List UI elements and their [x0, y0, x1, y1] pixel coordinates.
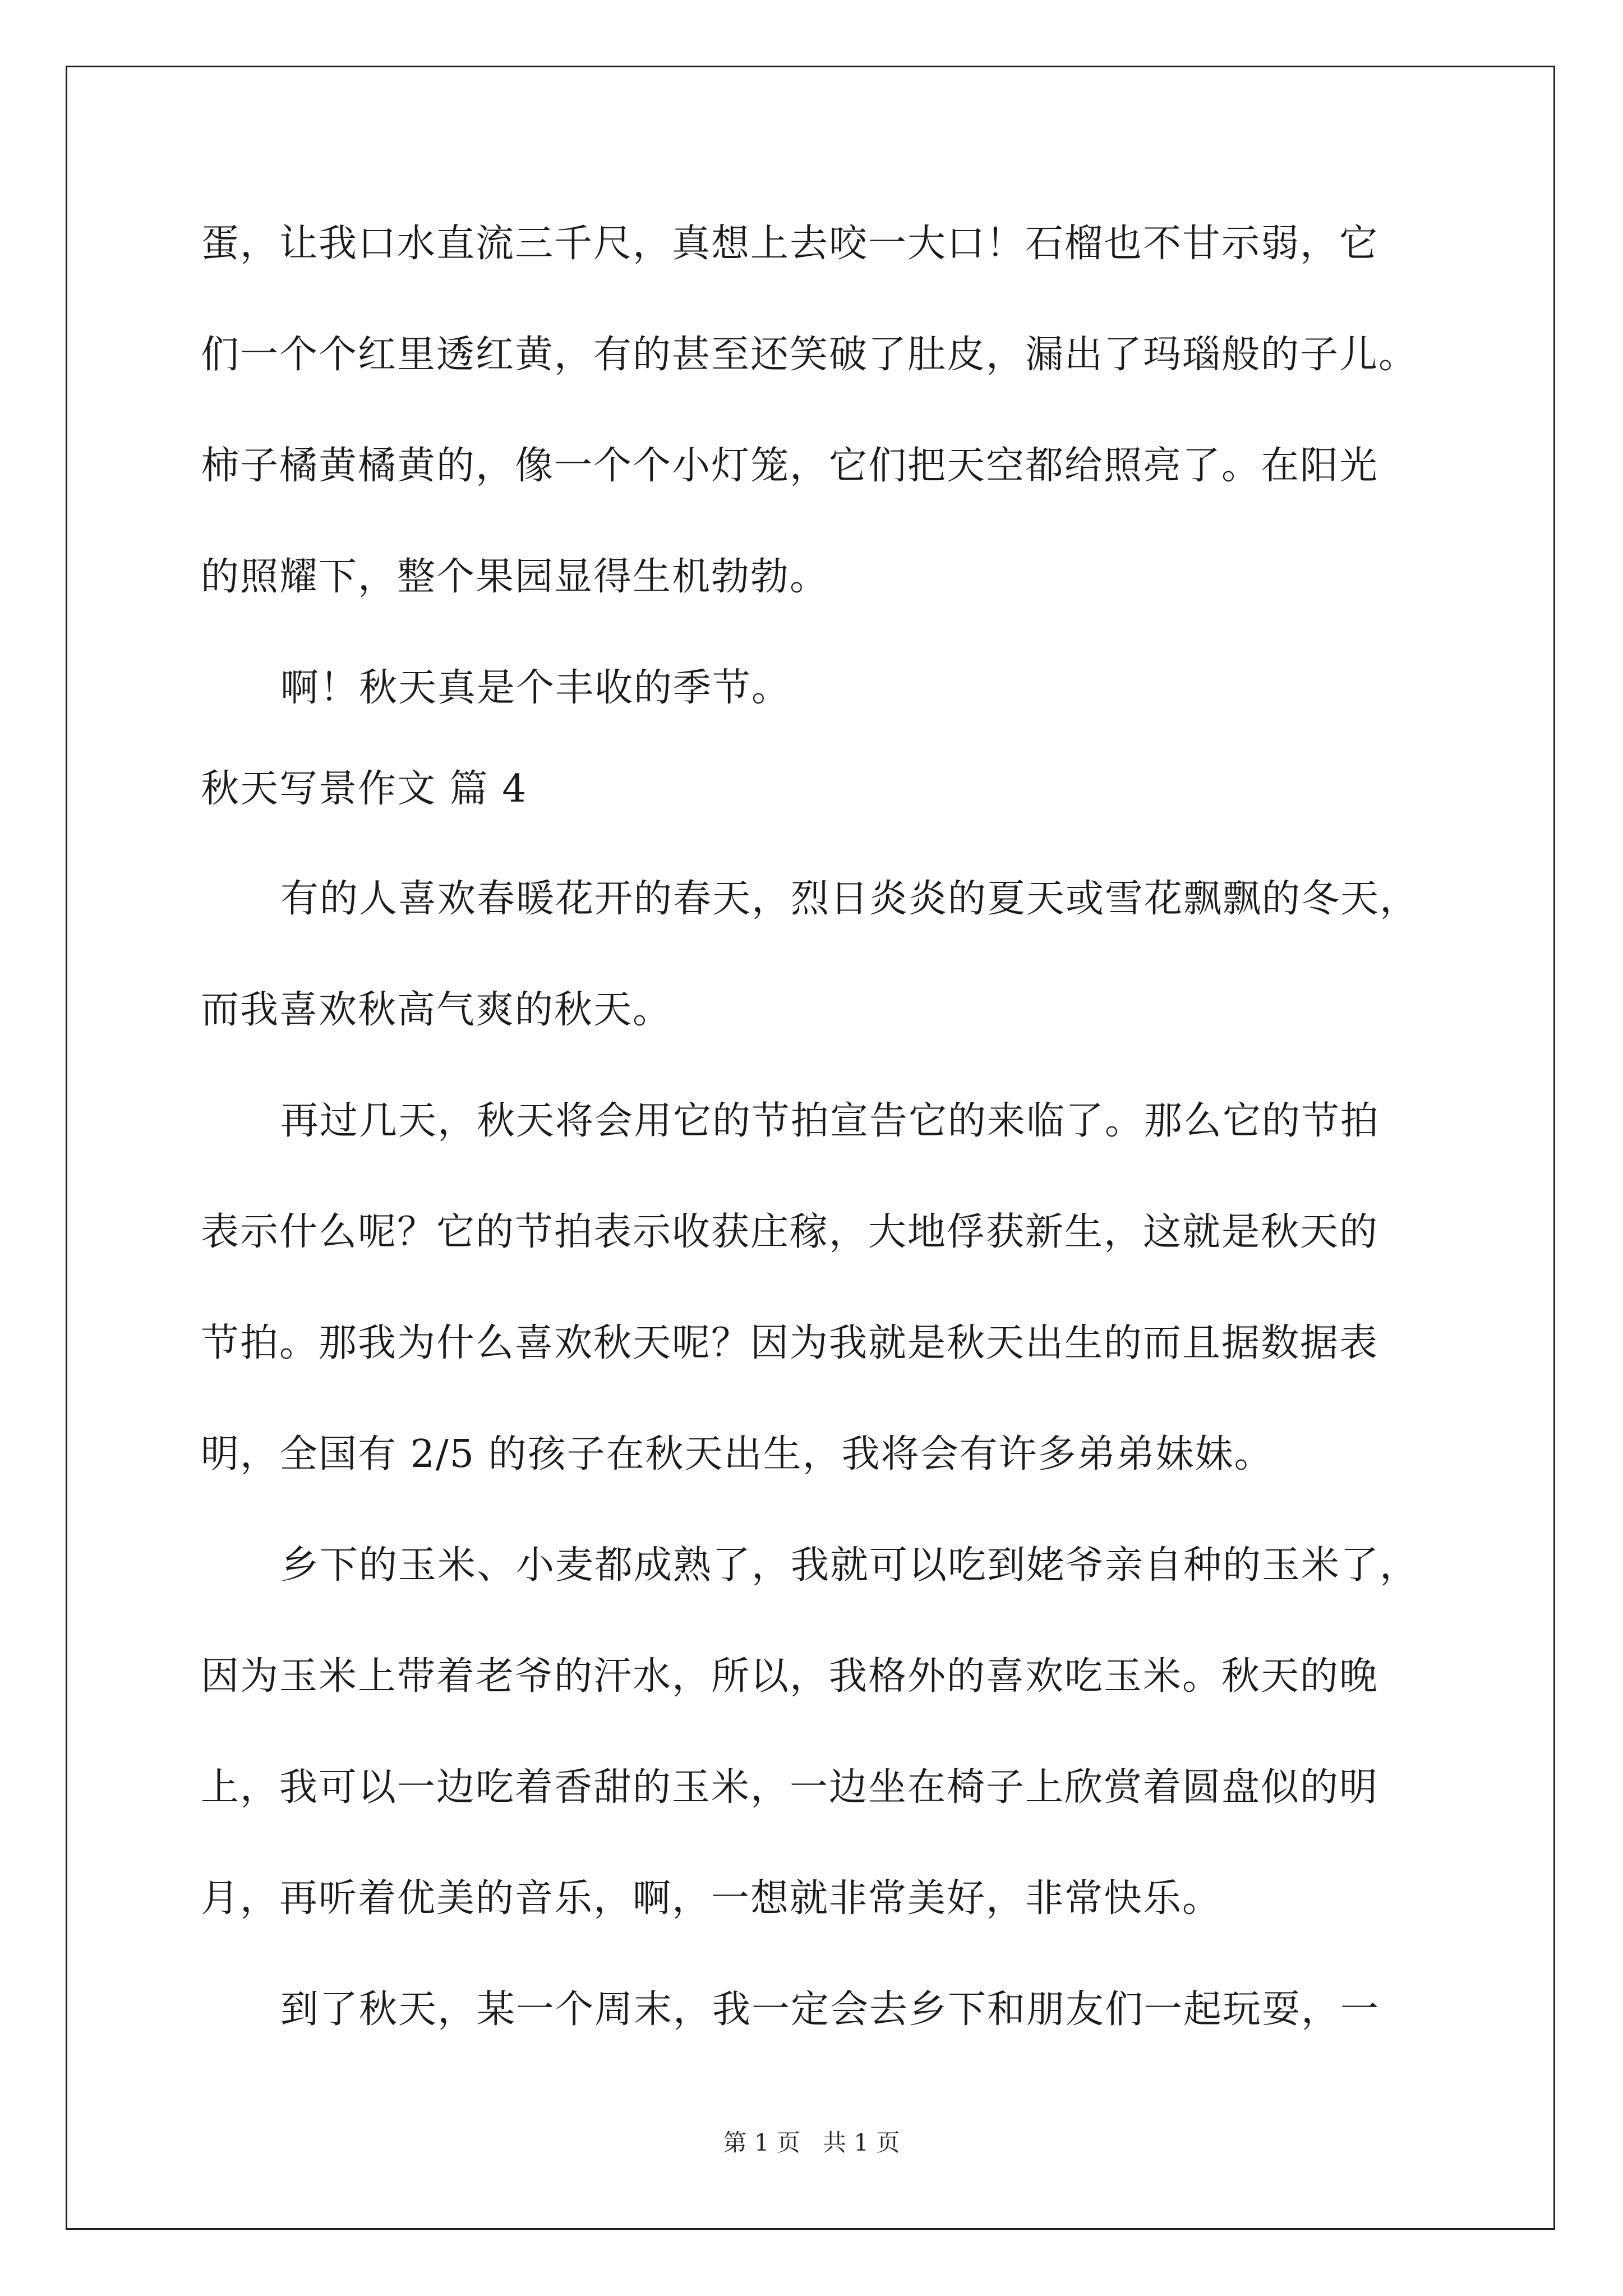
text-line: 再过几天，秋天将会用它的节拍宣告它的来临了。那么它的节拍 — [280, 1099, 1380, 1143]
section-heading: 秋天写景作文 篇 4 — [201, 767, 528, 811]
page-number-footer: 第 1 页 共 1 页 — [723, 2129, 900, 2156]
text-line: 的照耀下，整个果园显得生机勃勃。 — [201, 555, 829, 599]
text-line: 柿子橘黄橘黄的，像一个个小灯笼，它们把天空都给照亮了。在阳光 — [201, 444, 1379, 488]
text-line: 因为玉米上带着老爷的汗水，所以，我格外的喜欢吃玉米。秋天的晚 — [201, 1654, 1379, 1699]
text-line: 而我喜欢秋高气爽的秋天。 — [201, 988, 672, 1032]
text-line: 有的人喜欢春暖花开的春天，烈日炎炎的夏天或雪花飘飘的冬天， — [280, 877, 1419, 921]
text-line: 到了秋天，某一个周末，我一定会去乡下和朋友们一起玩耍，一 — [280, 1987, 1380, 2032]
text-line: 蛋，让我口水直流三千尺，真想上去咬一大口！石榴也不甘示弱，它 — [201, 222, 1379, 266]
text-line: 上，我可以一边吃着香甜的玉米，一边坐在椅子上欣赏着圆盘似的明 — [201, 1765, 1379, 1810]
text-line: 月，再听着优美的音乐，啊，一想就非常美好，非常快乐。 — [201, 1876, 1222, 1921]
text-line: 节拍。那我为什么喜欢秋天呢？因为我就是秋天出生的而且据数据表 — [201, 1321, 1379, 1365]
text-line: 啊！秋天真是个丰收的季节。 — [280, 666, 791, 710]
text-line: 表示什么呢？它的节拍表示收获庄稼，大地俘获新生，这就是秋天的 — [201, 1210, 1379, 1254]
text-line: 们一个个红里透红黄，有的甚至还笑破了肚皮，漏出了玛瑙般的子儿。 — [201, 333, 1418, 377]
text-line: 乡下的玉米、小麦都成熟了，我就可以吃到姥爷亲自种的玉米了， — [280, 1543, 1419, 1588]
text-line: 明，全国有 2/5 的孩子在秋天出生，我将会有许多弟弟妹妹。 — [201, 1432, 1274, 1476]
